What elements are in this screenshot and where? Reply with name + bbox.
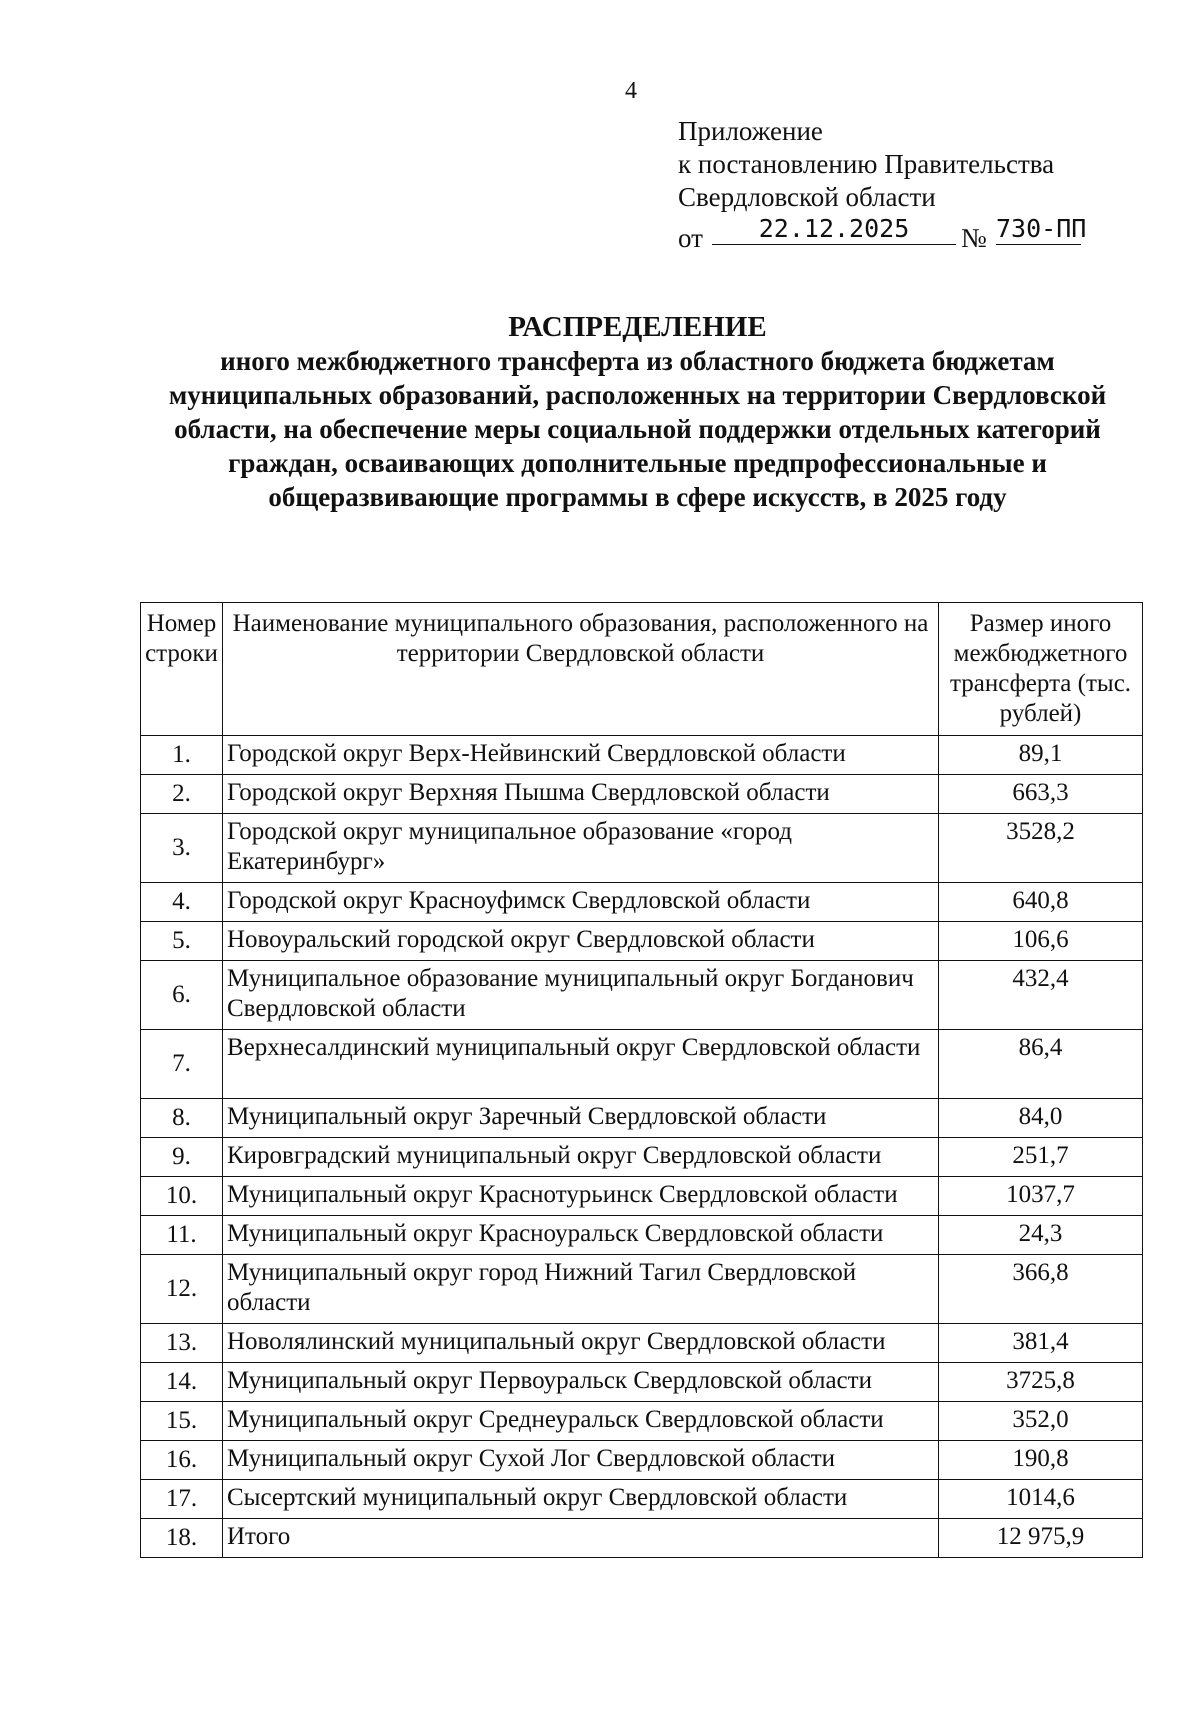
- transfer-amount: 1037,7: [939, 1177, 1143, 1216]
- municipality-name: Муниципальный округ Краснотурьинск Свердловской области: [222, 1177, 938, 1216]
- appendix-line-2: к постановлению Правительства: [678, 149, 1055, 179]
- table-row: [141, 1099, 1143, 1138]
- row-number: 12.: [141, 1255, 223, 1324]
- appendix-date-line: [678, 214, 1087, 253]
- table-row: [141, 1030, 1143, 1099]
- municipality-name: Муниципальный округ Первоуральск Свердловской области: [222, 1363, 938, 1402]
- transfer-amount: 381,4: [939, 1324, 1143, 1363]
- header-transfer-amount: Размер иного межбюджетного трансферта (тыс. рублей): [939, 603, 1143, 736]
- transfer-amount: 663,3: [939, 775, 1143, 814]
- row-number: 9.: [141, 1138, 223, 1177]
- table-row: [141, 775, 1143, 814]
- number-sign: №: [961, 223, 987, 253]
- decree-date: 22.12.2025: [712, 214, 956, 245]
- title-subtitle: иного межбюджетного трансферта из областного бюджета бюджетам муниципальных образований, расположенных на территории Свердловской области, на обеспечение меры социальной поддержки отдельных категорий граждан, осваивающих дополнительные предпрофессиональные и общеразвивающие программы в сфере искусств, в 2025 году: [168, 346, 1107, 512]
- transfer-amount: 640,8: [939, 883, 1143, 922]
- municipality-name: Новоуральский городской округ Свердловской области: [222, 922, 938, 961]
- row-number: 2.: [141, 775, 223, 814]
- row-number: 10.: [141, 1177, 223, 1216]
- title-heading: РАСПРЕДЕЛЕНИЕ: [508, 311, 767, 343]
- row-number: 7.: [141, 1030, 223, 1099]
- municipality-name: Новолялинский муниципальный округ Свердловской области: [222, 1324, 938, 1363]
- table-row: [141, 1177, 1143, 1216]
- document-title: [120, 310, 1155, 514]
- decree-number: 730-ПП: [996, 214, 1087, 243]
- municipality-name: Муниципальный округ Среднеуральск Свердловской области: [222, 1402, 938, 1441]
- transfer-amount: 3725,8: [939, 1363, 1143, 1402]
- transfer-amount: 352,0: [939, 1402, 1143, 1441]
- appendix-line-3: Свердловской области: [678, 182, 936, 212]
- transfer-amount: 366,8: [939, 1255, 1143, 1324]
- municipality-name: Муниципальный округ Красноуральск Свердловской области: [222, 1216, 938, 1255]
- municipality-name: Городской округ Верхняя Пышма Свердловской области: [222, 775, 938, 814]
- table-row: [141, 1441, 1143, 1480]
- page-number: 4: [625, 78, 637, 104]
- row-number: 4.: [141, 883, 223, 922]
- municipality-name: Городской округ муниципальное образование «город Екатеринбург»: [222, 814, 938, 883]
- total-row: [141, 1519, 1143, 1558]
- table-row: [141, 1138, 1143, 1177]
- transfer-amount: 106,6: [939, 922, 1143, 961]
- row-number: 14.: [141, 1363, 223, 1402]
- row-number: 3.: [141, 814, 223, 883]
- transfer-amount: 3528,2: [939, 814, 1143, 883]
- transfer-amount: 190,8: [939, 1441, 1143, 1480]
- municipality-name: Городской округ Красноуфимск Свердловской области: [222, 883, 938, 922]
- table-header-row: [141, 603, 1143, 736]
- table-row: [141, 1255, 1143, 1324]
- total-amount: 12 975,9: [939, 1519, 1143, 1558]
- municipality-name: Муниципальный округ Сухой Лог Свердловской области: [222, 1441, 938, 1480]
- row-number: 5.: [141, 922, 223, 961]
- appendix-line-1: Приложение: [678, 116, 823, 146]
- table-row: [141, 1216, 1143, 1255]
- table-row: [141, 1324, 1143, 1363]
- transfer-amount: 89,1: [939, 736, 1143, 775]
- row-number: 6.: [141, 961, 223, 1030]
- transfer-amount: 1014,6: [939, 1480, 1143, 1519]
- municipality-name: Муниципальный округ Заречный Свердловской области: [222, 1099, 938, 1138]
- municipality-name: Муниципальное образование муниципальный округ Богданович Свердловской области: [222, 961, 938, 1030]
- row-number: 8.: [141, 1099, 223, 1138]
- row-number: 15.: [141, 1402, 223, 1441]
- municipality-name: Муниципальный округ город Нижний Тагил Свердловской области: [222, 1255, 938, 1324]
- transfer-amount: 251,7: [939, 1138, 1143, 1177]
- table-row: [141, 883, 1143, 922]
- row-number: 11.: [141, 1216, 223, 1255]
- municipality-name: Верхнесалдинский муниципальный округ Свердловской области: [222, 1030, 938, 1099]
- municipality-name: Городской округ Верх-Нейвинский Свердловской области: [222, 736, 938, 775]
- transfer-amount: 24,3: [939, 1216, 1143, 1255]
- table-row: [141, 961, 1143, 1030]
- transfer-amount: 86,4: [939, 1030, 1143, 1099]
- table-row: [141, 736, 1143, 775]
- table-row: [141, 814, 1143, 883]
- header-row-number: Номер строки: [141, 603, 223, 736]
- transfer-amount: 84,0: [939, 1099, 1143, 1138]
- table-row: [141, 1480, 1143, 1519]
- row-number: 13.: [141, 1324, 223, 1363]
- municipality-name: Сысертский муниципальный округ Свердловской области: [222, 1480, 938, 1519]
- header-municipality-name: Наименование муниципального образования, расположенного на территории Свердловской области: [222, 603, 938, 736]
- row-number: 1.: [141, 736, 223, 775]
- table-row: [141, 1402, 1143, 1441]
- municipality-name: Кировградский муниципальный округ Свердловской области: [222, 1138, 938, 1177]
- row-number: 17.: [141, 1480, 223, 1519]
- row-number: 18.: [141, 1519, 223, 1558]
- distribution-table: [140, 602, 1143, 1558]
- transfer-amount: 432,4: [939, 961, 1143, 1030]
- total-label: Итого: [222, 1519, 938, 1558]
- row-number: 16.: [141, 1441, 223, 1480]
- date-prefix: от: [678, 223, 703, 253]
- appendix-block: [678, 115, 1087, 253]
- table-row: [141, 922, 1143, 961]
- table-row: [141, 1363, 1143, 1402]
